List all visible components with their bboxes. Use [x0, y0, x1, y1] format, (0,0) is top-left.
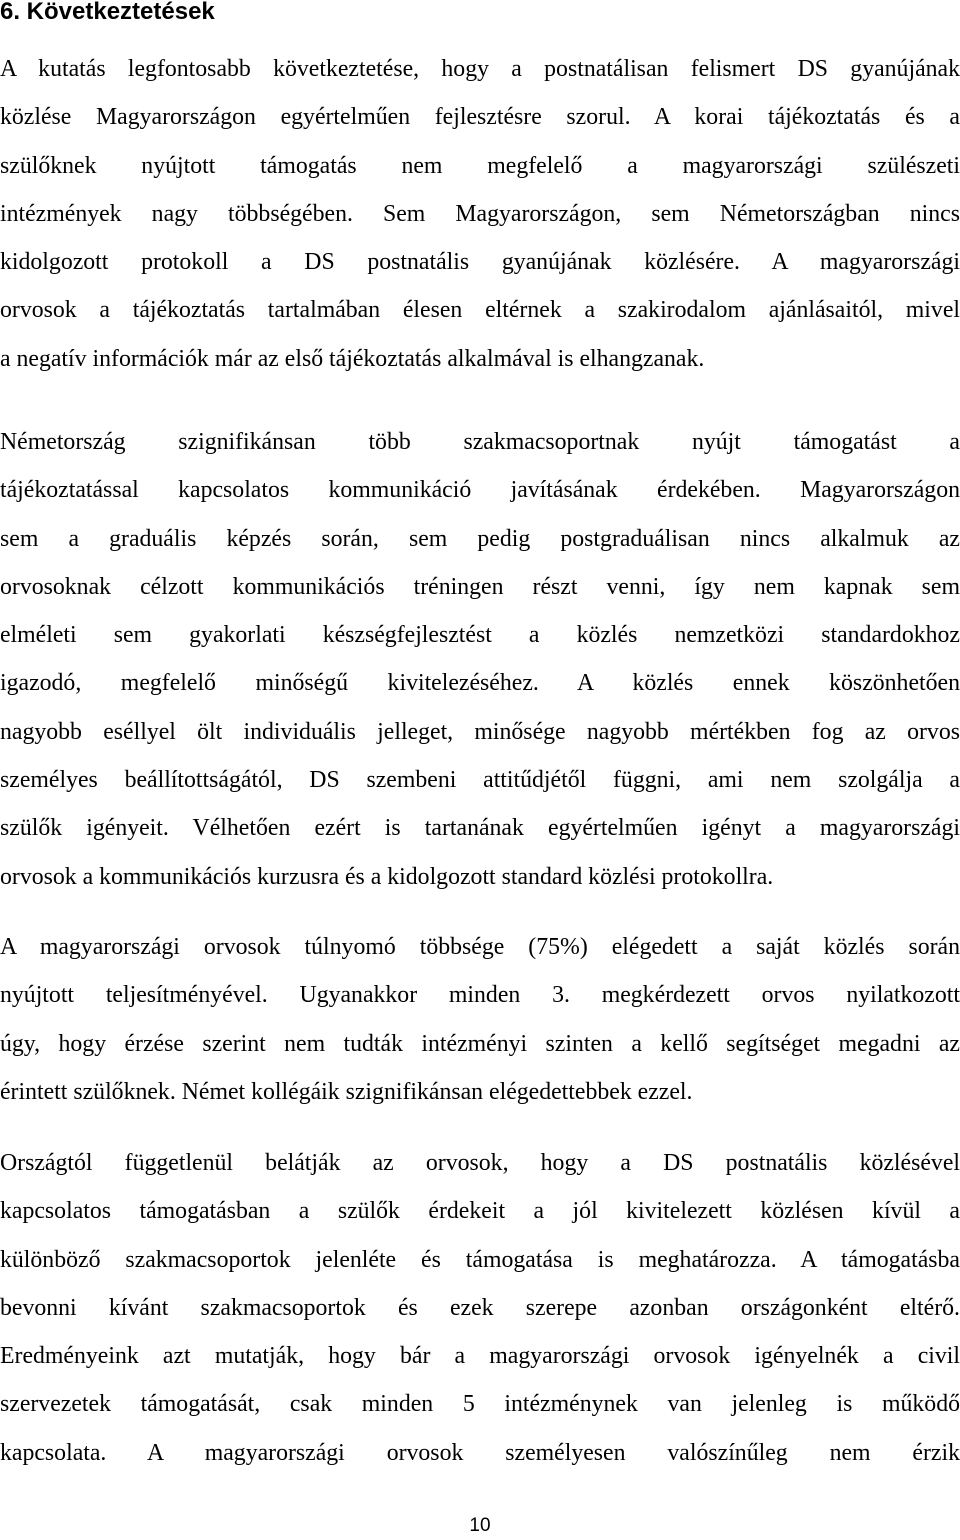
text-line: kapcsolatos támogatásban a szülők érdekeit a jól kivitelezett közlésen kívül a: [0, 1198, 960, 1225]
text-line: orvosok a kommunikációs kurzusra és a kidolgozott standard közlési protokollra.: [0, 863, 774, 890]
text-line: érintett szülőknek. Német kollégáik szignifikánsan elégedettebbek ezzel.: [0, 1078, 693, 1105]
text-line: személyes beállítottságától, DS szembeni attitűdjétől függni, ami nem szolgálja a: [0, 767, 960, 794]
text-line: orvosok a tájékoztatás tartalmában élesen eltérnek a szakirodalom ajánlásaitól, mivel: [0, 297, 960, 324]
text-line: nyújtott teljesítményével. Ugyanakkor minden 3. megkérdezett orvos nyilatkozott: [0, 982, 960, 1009]
text-line: szervezetek támogatását, csak minden 5 intézménynek van jelenleg is működő: [0, 1391, 960, 1418]
text-line: közlése Magyarországon egyértelműen fejlesztésre szorul. A korai tájékoztatás és a: [0, 104, 960, 131]
text-line: kapcsolata. A magyarországi orvosok személyesen valószínűleg nem érzik: [0, 1439, 960, 1466]
text-line: bevonni kívánt szakmacsoportok és ezek szerepe azonban országonként eltérő.: [0, 1294, 960, 1321]
page-number: 10: [469, 1515, 491, 1536]
paragraph-4: [0, 1139, 960, 1477]
text-line: intézmények nagy többségében. Sem Magyarországon, sem Németországban nincs: [0, 200, 960, 227]
text-line: Eredményeink azt mutatják, hogy bár a magyarországi orvosok igényelnék a civil: [0, 1343, 960, 1370]
text-line: Németország szignifikánsan több szakmacsoportnak nyújt támogatást a: [0, 429, 960, 455]
text-line: igazodó, megfelelő minőségű kivitelezéséhez. A közlés ennek köszönhetően: [0, 670, 960, 697]
paragraph-3: [0, 923, 960, 1116]
section-heading: 6. Következtetések: [0, 0, 215, 25]
text-line: tájékoztatással kapcsolatos kommunikáció javításának érdekében. Magyarországon: [0, 477, 960, 504]
text-line: kidolgozott protokoll a DS postnatális gyanújának közlésére. A magyarországi: [0, 249, 960, 276]
text-line: A magyarországi orvosok túlnyomó többsége (75%) elégedett a saját közlés során: [0, 934, 960, 960]
paragraph-2: [0, 418, 960, 901]
text-line: A kutatás legfontosabb következtetése, hogy a postnatálisan felismert DS gyanújának: [0, 56, 960, 82]
paragraph-1: [0, 45, 960, 383]
text-line: sem a graduális képzés során, sem pedig postgraduálisan nincs alkalmuk az: [0, 525, 960, 552]
text-line: úgy, hogy érzése szerint nem tudták intézményi szinten a kellő segítséget megadni az: [0, 1030, 960, 1057]
text-line: nagyobb eséllyel ölt individuális jelleget, minősége nagyobb mértékben fog az orvos: [0, 718, 960, 745]
text-line: különböző szakmacsoportok jelenléte és támogatása is meghatározza. A támogatásba: [0, 1246, 960, 1273]
text-line: Országtól függetlenül belátják az orvosok, hogy a DS postnatális közlésével: [0, 1150, 960, 1176]
text-line: szülők igényeit. Vélhetően ezért is tartanának egyértelműen igényt a magyarországi: [0, 815, 960, 842]
text-line: elméleti sem gyakorlati készségfejlesztést a közlés nemzetközi standardokhoz: [0, 622, 960, 649]
text-line: szülőknek nyújtott támogatás nem megfelelő a magyarországi szülészeti: [0, 152, 960, 179]
text-line: orvosoknak célzott kommunikációs tréningen részt venni, így nem kapnak sem: [0, 573, 960, 600]
text-line: a negatív információk már az első tájékoztatás alkalmával is elhangzanak.: [0, 345, 705, 372]
